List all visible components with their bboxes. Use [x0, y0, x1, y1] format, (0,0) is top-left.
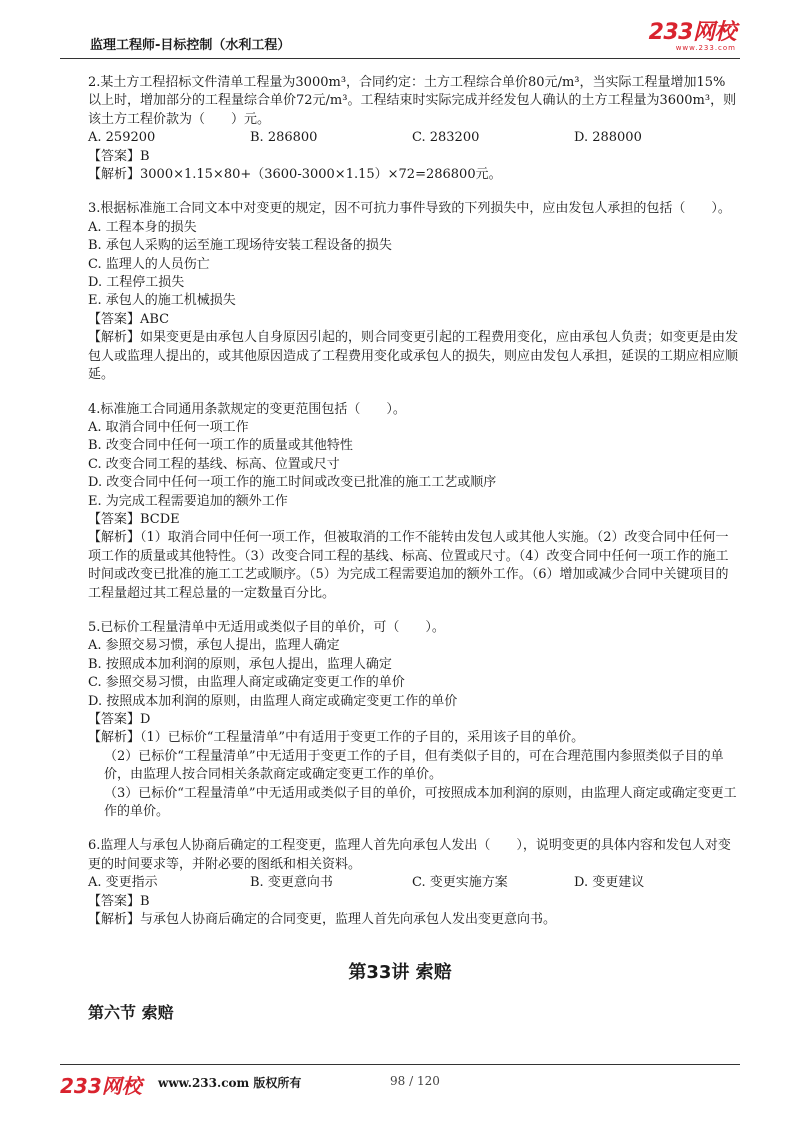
header-divider: [60, 58, 740, 59]
option: A. 259200: [88, 130, 156, 146]
question: [88, 619, 738, 821]
page-header: [60, 22, 740, 60]
option: C. 改变合同工程的基线、标高、位置或尺寸: [88, 456, 340, 472]
options-row: [88, 874, 738, 892]
brand-logo-text: 233网校: [648, 20, 736, 45]
footer-brand-logo: 233网校: [60, 1074, 142, 1098]
question: [88, 837, 738, 929]
option: C. 283200: [412, 130, 480, 146]
option: D. 288000: [574, 130, 642, 146]
section-title: 第六节 索赔: [88, 1003, 174, 1022]
option: C. 变更实施方案: [412, 875, 508, 891]
answer: 【答案】B: [88, 893, 150, 909]
question: [88, 401, 738, 603]
explanation: （3）已标价“工程量清单”中无适用或类似子目的单价，可按照成本加利润的原则，由监理人商定或确定变更工作的单价。: [104, 785, 737, 820]
question-stem: 5.已标价工程量清单中无适用或类似子目的单价，可（ ）。: [88, 619, 445, 635]
option: D. 改变合同中任何一项工作的施工时间或改变已批准的施工工艺或顺序: [88, 475, 497, 491]
option: A. 参照交易习惯，承包人提出，监理人确定: [88, 638, 340, 654]
option: A. 变更指示: [88, 875, 158, 891]
answer: 【答案】B: [88, 148, 150, 164]
option: D. 工程停工损失: [88, 275, 185, 291]
explanation: 【解析】如果变更是由承包人自身原因引起的，则合同变更引起的工程费用变化，应由承包人负责；如变更是由发包人或监理人提出的，或其他原因造成了工程费用变化或承包人的损失，则应由发包人承担，延误的工期应相应顺延。: [88, 330, 739, 383]
lecture-title: 第33讲 索赔: [348, 962, 452, 983]
copyright-text: www.233.com 版权所有: [158, 1076, 302, 1090]
footer-divider: [60, 1064, 740, 1065]
brand-logo: [649, 22, 736, 52]
question: [88, 74, 738, 184]
options-row: [88, 129, 738, 147]
option: B. 承包人采购的运至施工现场待安装工程设备的损失: [88, 238, 392, 254]
page-footer: [60, 1070, 740, 1098]
option: C. 监理人的人员伤亡: [88, 256, 210, 272]
option: E. 为完成工程需要追加的额外工作: [88, 493, 288, 509]
explanation: （2）已标价“工程量清单”中无适用于变更工作的子目，但有类似子目的，可在合理范围内参照类似子目的单价，由监理人按合同相关条款商定或确定变更工作的单价。: [104, 748, 724, 783]
option: D. 变更建议: [574, 875, 645, 891]
option: B. 按照成本加利润的原则，承包人提出，监理人确定: [88, 656, 392, 672]
question-stem: 3.根据标准施工合同文本中对变更的规定，因不可抗力事件导致的下列损失中，应由发包人承担的包括（ ）。: [88, 201, 731, 217]
page-number: 98 / 120: [390, 1074, 440, 1088]
answer: 【答案】D: [88, 712, 151, 727]
question: [88, 200, 738, 384]
option: D. 按照成本加利润的原则，由监理人商定或确定变更工作的单价: [88, 693, 458, 709]
question-stem: 4.标准施工合同通用条款规定的变更范围包括（ ）。: [88, 401, 406, 417]
document-title: 监理工程师-目标控制（水利工程）: [90, 38, 291, 53]
brand-logo-url: www.233.com: [675, 44, 736, 52]
option: B. 286800: [250, 130, 318, 146]
option: E. 承包人的施工机械损失: [88, 293, 236, 309]
question-stem: 6.监理人与承包人协商后确定的工程变更，监理人首先向承包人发出（ ），说明变更的具体内容和发包人对变更的时间要求等，并附必要的图纸和相关资料。: [88, 838, 731, 872]
answer: 【答案】ABC: [88, 311, 170, 327]
explanation: 【解析】（1）已标价“工程量清单”中有适用于变更工作的子目的，采用该子目的单价。: [88, 730, 585, 746]
option: C. 参照交易习惯，由监理人商定或确定变更工作的单价: [88, 675, 405, 691]
option: B. 改变合同中任何一项工作的质量或其他特性: [88, 438, 353, 454]
option: A. 工程本身的损失: [88, 219, 197, 235]
option: A. 取消合同中任何一项工作: [88, 419, 249, 435]
explanation: 【解析】（1）取消合同中任何一项工作，但被取消的工作不能转由发包人或其他人实施。（2）改变合同中任何一项工作的质量或其他特性。（3）改变合同工程的基线、标高、位置或尺寸。（4）改变合同中任何一项工作的施工时间或改变已批准的施工工艺或顺序。（5）为完成工程需要追加的额外工作。（6）增加或减少合同中关键项目的工程量超过其工程总量的一定数量百分比。: [88, 530, 729, 601]
answer: 【答案】BCDE: [88, 511, 180, 527]
question-stem: 2.某土方工程招标文件清单工程量为3000m³，合同约定：土方工程综合单价80元/m³，当实际工程量增加15%以上时，增加部分的工程量综合单价72元/m³。工程结束时实际完成并经发包人确认的土方工程量为3600m³，则该土方工程价款为（ ）元。: [88, 75, 737, 127]
explanation: 【解析】与承包人协商后确定的合同变更，监理人首先向承包人发出变更意向书。: [88, 912, 557, 928]
questions-list: [88, 74, 738, 945]
explanation: 【解析】3000×1.15×80+（3600-3000×1.15）×72=286800元。: [88, 167, 502, 183]
option: B. 变更意向书: [250, 875, 333, 891]
